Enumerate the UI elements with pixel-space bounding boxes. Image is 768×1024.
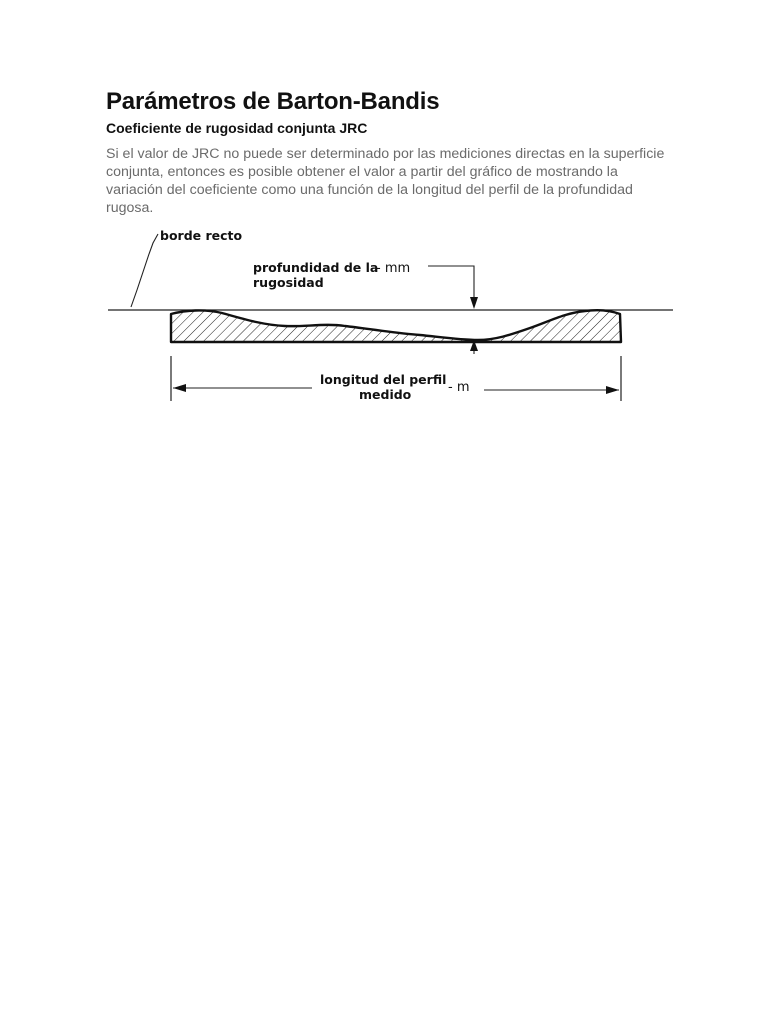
rock-profile xyxy=(171,300,622,343)
length-label-line2: medido xyxy=(359,387,412,402)
depth-unit: - mm xyxy=(376,261,411,276)
straight-edge-leader xyxy=(131,234,158,307)
depth-label-line1: profundidad de la xyxy=(253,260,379,275)
body-paragraph: Si el valor de JRC no puede ser determinado por las mediciones directas en la superficie conjunta, entonces es posible obtener el valor a partir del gráfico de mostrando la variación del coeficiente como una función de la longitud del perfil de la profundidad rugosa. xyxy=(106,146,665,216)
section-subtitle: Coeficiente de rugosidad conjunta JRC xyxy=(106,120,368,136)
straight-edge-label: borde recto xyxy=(160,228,243,243)
length-unit: - m xyxy=(448,380,470,395)
length-label-line1: longitud del perfil xyxy=(320,372,447,387)
roughness-profile-diagram xyxy=(0,220,768,410)
page-title: Parámetros de Barton-Bandis xyxy=(106,88,440,115)
depth-label-line2: rugosidad xyxy=(253,275,324,290)
